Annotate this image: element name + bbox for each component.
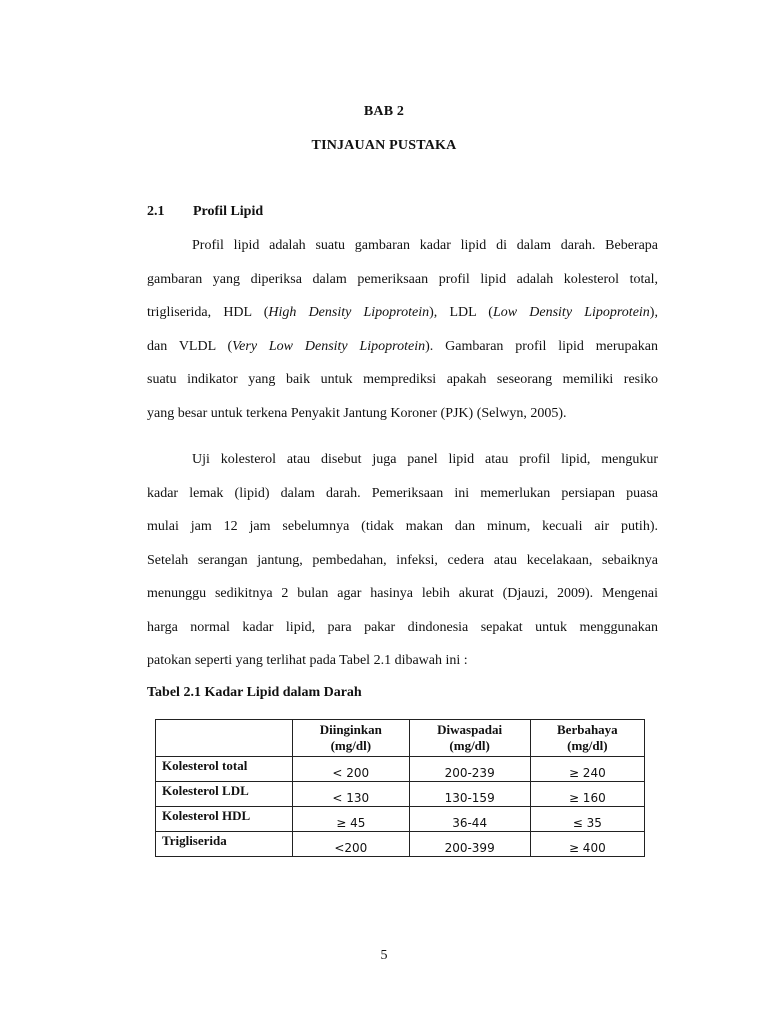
row-label: Kolesterol LDL bbox=[156, 782, 293, 807]
paragraph-line: yang besar untuk terkena Penyakit Jantung Koroner (PJK) (Selwyn, 2005). bbox=[147, 405, 567, 421]
page-number: 5 bbox=[380, 948, 388, 963]
table-header-row bbox=[156, 720, 645, 757]
table-header-cell: Berbahaya (mg/dl) bbox=[530, 720, 644, 757]
table-header-empty bbox=[156, 720, 293, 757]
table-header-cell: Diinginkan (mg/dl) bbox=[293, 720, 410, 757]
table-cell: 200-399 bbox=[409, 832, 530, 857]
table-header-cell: Diwaspadai (mg/dl) bbox=[409, 720, 530, 757]
paragraph-line: gambaran yang diperiksa dalam pemeriksaan profil lipid adalah kolesterol total, bbox=[147, 271, 658, 287]
paragraph-1 bbox=[147, 229, 658, 430]
table-cell: <200 bbox=[293, 832, 410, 857]
table-cell: 200-239 bbox=[409, 757, 530, 782]
table-row bbox=[156, 782, 645, 807]
table-cell: ≥ 240 bbox=[530, 757, 644, 782]
table-cell: 130-159 bbox=[409, 782, 530, 807]
italic-term: Low Density Lipoprotein bbox=[492, 305, 650, 320]
paragraph-line: Profil lipid adalah suatu gambaran kadar lipid di dalam darah. Beberapa bbox=[192, 238, 658, 253]
italic-term: High Density Lipoprotein bbox=[268, 305, 430, 320]
section-title: Profil Lipid bbox=[193, 204, 264, 219]
table-row bbox=[156, 807, 645, 832]
lipid-levels-table bbox=[155, 719, 645, 857]
table-row bbox=[156, 757, 645, 782]
section-number: 2.1 bbox=[147, 204, 165, 219]
paragraph-line: harga normal kadar lipid, para pakar dindonesia sepakat untuk menggunakan bbox=[147, 619, 658, 635]
table-caption: Tabel 2.1 Kadar Lipid dalam Darah bbox=[147, 685, 362, 700]
row-label: Kolesterol total bbox=[156, 757, 293, 782]
paragraph-line: patokan seperti yang terlihat pada Tabel 2.1 dibawah ini : bbox=[147, 653, 468, 668]
italic-term: Very Low Density Lipoprotein bbox=[232, 338, 426, 354]
table-cell: 36-44 bbox=[409, 807, 530, 832]
table-cell: ≤ 35 bbox=[530, 807, 644, 832]
paragraph-line: suatu indikator yang baik untuk memprediksi apakah seseorang memiliki resiko bbox=[147, 372, 658, 387]
table-cell: < 200 bbox=[293, 757, 410, 782]
paragraph-line: mulai jam 12 jam sebelumnya (tidak makan dan minum, kecuali air putih). bbox=[147, 519, 658, 534]
table-cell: ≥ 45 bbox=[293, 807, 410, 832]
row-label: Trigliserida bbox=[156, 832, 293, 857]
paragraph-line: trigliserida, HDL (High Density Lipoprotein), LDL (Low Density Lipoprotein), bbox=[147, 305, 658, 320]
chapter-title: TINJAUAN PUSTAKA bbox=[311, 138, 457, 153]
paragraph-line: Setelah serangan jantung, pembedahan, infeksi, cedera atau kecelakaan, sebaiknya bbox=[147, 552, 658, 568]
table-cell: ≥ 160 bbox=[530, 782, 644, 807]
paragraph-2 bbox=[147, 443, 658, 678]
paragraph-line: kadar lemak (lipid) dalam darah. Pemeriksaan ini memerlukan persiapan puasa bbox=[147, 485, 658, 501]
paragraph-line: menunggu sedikitnya 2 bulan agar hasinya lebih akurat (Djauzi, 2009). Mengenai bbox=[147, 586, 658, 601]
table-cell: ≥ 400 bbox=[530, 832, 644, 857]
table-cell: < 130 bbox=[293, 782, 410, 807]
paragraph-line: dan VLDL (Very Low Density Lipoprotein). Gambaran profil lipid merupakan bbox=[147, 338, 658, 354]
chapter-number: BAB 2 bbox=[363, 104, 405, 119]
section-heading bbox=[147, 204, 263, 220]
row-label: Kolesterol HDL bbox=[156, 807, 293, 832]
table-row bbox=[156, 832, 645, 857]
paragraph-line: Uji kolesterol atau disebut juga panel lipid atau profil lipid, mengukur bbox=[192, 452, 658, 467]
